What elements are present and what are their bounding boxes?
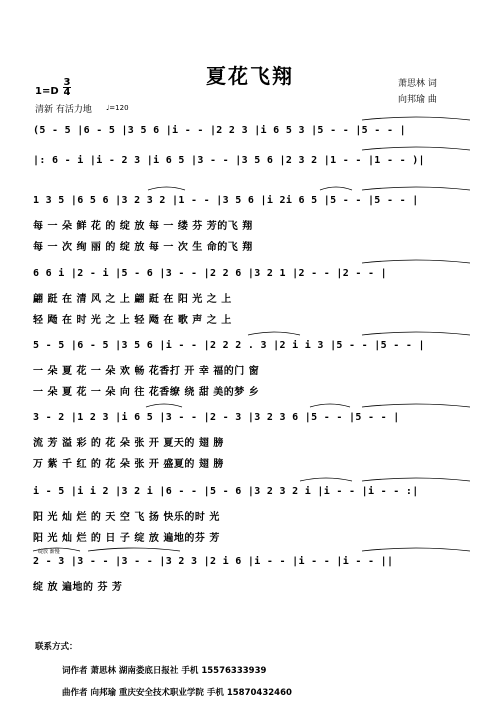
- slur-arc: [300, 478, 352, 481]
- notation-line-3: 1 3 5 |6 5 6 |3 2 3 2 |1 - - |3 5 6 |i 2i 6 5 |5 - - |5 - - |: [33, 195, 419, 206]
- slur-arc: [362, 147, 470, 150]
- lyric-line-6-1: 流 芳 溢 彩 的 花 朵 张 开 夏天的 翅 膀: [33, 438, 224, 449]
- slur-arc: [146, 404, 182, 407]
- lyric-line-8-1: 绽 放 遍地的 芬 芳: [33, 582, 123, 593]
- contact-heading: 联系方式：: [35, 642, 78, 652]
- notation-line-2: |: 6 - i |i - 2 3 |i 6 5 |3 - - |3 5 6 |2 3 2 |1 - - |1 - - )|: [33, 155, 425, 166]
- contact-line-composer: 曲作者 向邦瑜 重庆安全技术职业学院 手机 15870432460: [62, 688, 292, 698]
- slur-arc: [362, 478, 470, 481]
- slur-arc: [362, 117, 470, 120]
- expression-mark: 绽放 渐慢: [38, 549, 60, 555]
- composer-credit: 向邦瑜 曲: [398, 95, 437, 105]
- lyric-line-4-1: 翩 跹 在 清 风 之 上 翩 跹 在 阳 光 之 上: [33, 294, 232, 305]
- lyricist-credit: 萧思林 词: [398, 79, 437, 89]
- page-title: 夏花飞翔: [206, 64, 294, 88]
- notation-line-5: 5 - 5 |6 - 5 |3 5 6 |i - - |2 2 2 . 3 |2 i i 3 |5 - - |5 - - |: [33, 340, 425, 351]
- slur-arc: [362, 404, 470, 407]
- lyric-line-5-2: 一 朵 夏 花 一 朵 向 往 花香缭 绕 甜 美的梦 乡: [33, 387, 260, 398]
- notation-line-1: (5 - 5 |6 - 5 |3 5 6 |i - - |2 2 3 |i 6 5 3 |5 - - |5 - - |: [33, 125, 406, 136]
- lyric-line-7-1: 阳 光 灿 烂 的 天 空 飞 扬 快乐的时 光: [33, 512, 220, 523]
- lyric-line-5-1: 一 朵 夏 花 一 朵 欢 畅 花香打 开 幸 福的门 窗: [33, 366, 260, 377]
- slur-arc: [362, 260, 470, 263]
- lyric-line-7-2: 阳 光 灿 烂 的 日 子 绽 放 遍地的芬 芳: [33, 533, 220, 544]
- contact-line-lyricist: 词作者 萧思林 湖南娄底日报社 手机 15576333939: [62, 666, 267, 676]
- time-signature: [63, 78, 71, 97]
- slur-arc: [362, 187, 470, 190]
- slur-arc: [310, 404, 350, 407]
- notation-line-8: 2 - 3 |3 - - |3 - - |3 2 3 |2 i 6 |i - - |i - - |i - - ||: [33, 556, 394, 567]
- slur-arc: [148, 187, 185, 190]
- notation-line-6: 3 - 2 |1 2 3 |i 6 5 |3 - - |2 - 3 |3 2 3 6 |5 - - |5 - - |: [33, 412, 400, 423]
- lyric-line-3-1: 每 一 朵 鲜 花 的 绽 放 每 一 缕 芬 芳的飞 翔: [33, 221, 253, 232]
- meter-bottom: 4: [63, 87, 71, 98]
- slur-arc: [320, 187, 352, 190]
- meter-top: 3: [63, 77, 71, 88]
- notation-line-4: 6 6 i |2 - i |5 - 6 |3 - - |2 2 6 |3 2 1 |2 - - |2 - - |: [33, 268, 387, 279]
- slur-arc: [248, 332, 300, 335]
- slur-arc: [362, 332, 470, 335]
- notation-line-7: i - 5 |i i 2 |3 2 i |6 - - |5 - 6 |3 2 3 2 i |i - - |i - - :|: [33, 486, 419, 497]
- slur-arc: [88, 548, 180, 551]
- lyric-line-6-2: 万 紫 千 红 的 花 朵 张 开 盛夏的 翅 膀: [33, 459, 224, 470]
- tempo-marking: 清新 有活力地: [35, 105, 92, 115]
- slur-arc: [362, 548, 470, 551]
- lyric-line-3-2: 每 一 次 绚 丽 的 绽 放 每 一 次 生 命的飞 翔: [33, 242, 253, 253]
- tempo-value: ♩=120: [106, 104, 129, 112]
- key-signature: 1=D: [35, 86, 59, 97]
- lyric-line-4-2: 轻 飏 在 时 光 之 上 轻 飏 在 歌 声 之 上: [33, 315, 232, 326]
